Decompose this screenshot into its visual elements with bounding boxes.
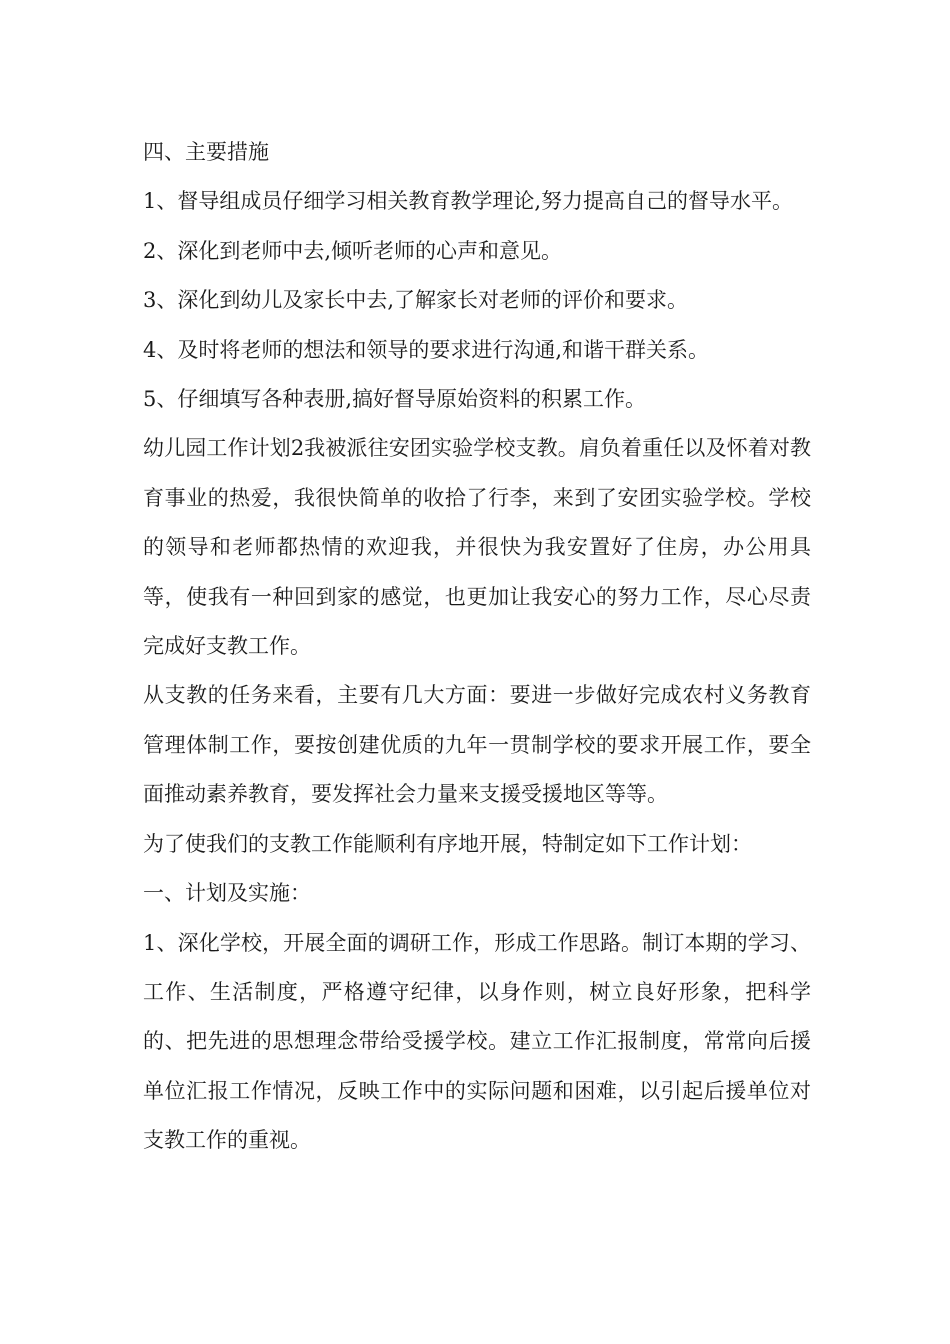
paragraph: 3、深化到幼儿及家长中去,了解家长对老师的评价和要求。 <box>143 288 689 313</box>
paragraph: 4、及时将老师的想法和领导的要求进行沟通,和谐干群关系。 <box>143 337 710 362</box>
paragraph: 2、深化到老师中去,倾听老师的心声和意见。 <box>143 238 563 263</box>
paragraph: 从支教的任务来看，主要有几大方面：要进一步做好完成农村义务教育管理体制工作，要按创建优质的九年一贯制学校的要求开展工作，要全面推动素养教育，要发挥社会力量来支援受援地区等等。 <box>143 683 811 807</box>
paragraph: 为了使我们的支教工作能顺利有序地开展，特制定如下工作计划： <box>143 831 752 856</box>
paragraph: 1、深化学校，开展全面的调研工作，形成工作思路。制订本期的学习、工作、生活制度，严格遵守纪律，以身作则，树立良好形象，把科学的、把先进的思想理念带给受援学校。建立工作汇报制度，常常向后援单位汇报工作情况，反映工作中的实际问题和困难，以引起后援单位对支教工作的重视。 <box>143 930 811 1153</box>
section-heading-plan: 一、计划及实施： <box>143 881 311 906</box>
paragraph: 5、仔细填写各种表册,搞好督导原始资料的积累工作。 <box>143 387 647 412</box>
paragraph: 幼儿园工作计划2我被派往安团实验学校支教。肩负着重任以及怀着对教育事业的热爱，我很快简单的收拾了行李，来到了安团实验学校。学校的领导和老师都热情的欢迎我，并很快为我安置好了住房，办公用具等，使我有一种回到家的感觉，也更加让我安心的努力工作，尽心尽责完成好支教工作。 <box>143 436 811 659</box>
paragraph: 1、督导组成员仔细学习相关教育教学理论,努力提高自己的督导水平。 <box>143 189 794 214</box>
document-body <box>143 128 811 1166</box>
section-heading-measures: 四、主要措施 <box>143 140 269 164</box>
